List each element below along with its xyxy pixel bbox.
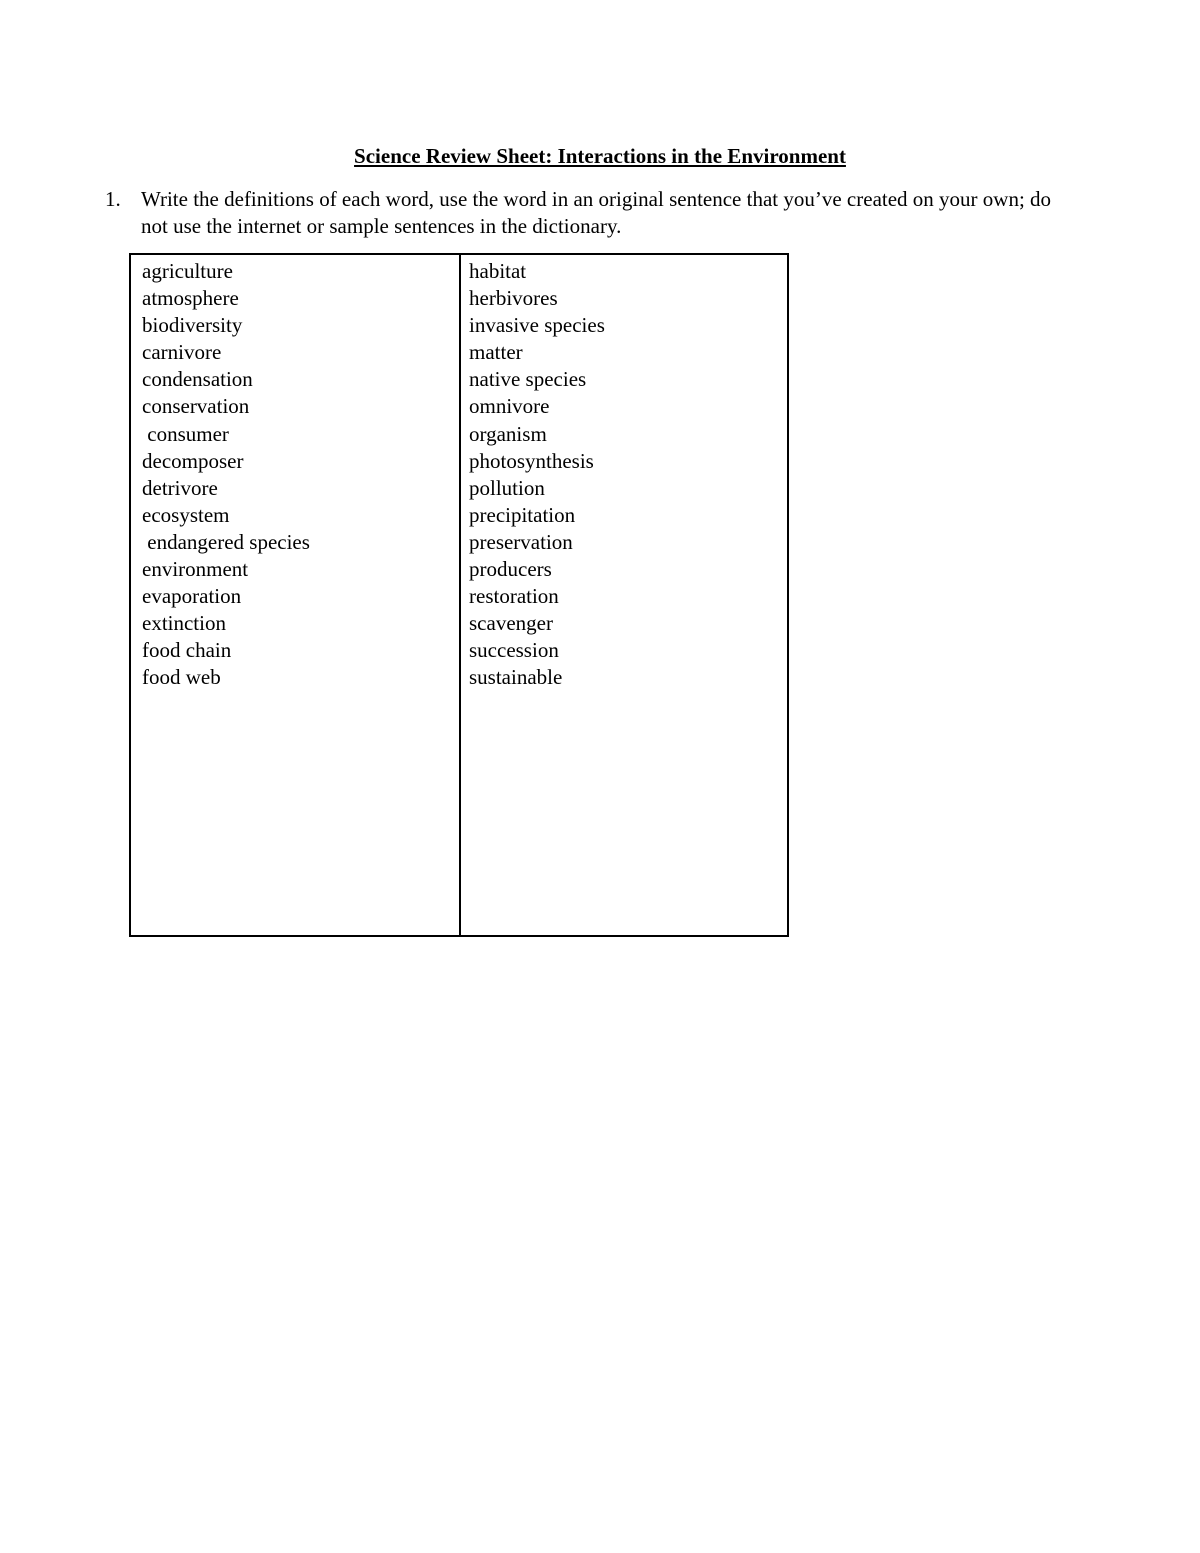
vocabulary-word: pollution [469,475,545,500]
vocabulary-word: native species [469,367,587,392]
vocabulary-word: herbivores [469,286,558,311]
vocabulary-word: evaporation [142,584,242,609]
vocabulary-word: food chain [142,638,232,663]
vocabulary-word: endangered species [142,529,310,554]
vocabulary-word: habitat [469,259,527,283]
vocabulary-word: preservation [469,529,573,554]
vocabulary-word: precipitation [469,502,576,527]
vocabulary-word: restoration [469,584,559,609]
vocabulary-word: succession [469,638,559,663]
vocabulary-word: omnivore [469,394,550,419]
vocabulary-word: photosynthesis [469,448,594,473]
vocabulary-word: biodiversity [142,313,243,338]
question-text: Write the definitions of each word, use the word in an original sentence that you’ve created on your own; do not use the internet or sample sentences in the dictionary. [141,187,1052,238]
vocabulary-word: carnivore [142,340,222,365]
vocabulary-word: producers [469,557,552,582]
vocabulary-word: decomposer [142,448,244,473]
vocabulary-word: matter [469,340,523,365]
vocabulary-word: detrivore [142,475,218,500]
vocabulary-word: sustainable [469,665,563,690]
question-number: 1. [105,187,121,211]
vocabulary-word: organism [469,421,547,446]
vocabulary-word: agriculture [142,259,233,283]
vocabulary-word: extinction [142,611,226,636]
vocabulary-word: food web [142,665,221,690]
document-title: Science Review Sheet: Interactions in the Environment [354,144,846,168]
vocabulary-column-right [461,255,787,935]
vocabulary-word: condensation [142,367,253,392]
vocabulary-word: invasive species [469,313,605,338]
vocabulary-word: environment [142,557,249,582]
question-1 [105,186,1065,240]
vocabulary-word: atmosphere [142,286,239,311]
vocabulary-word: conservation [142,394,250,419]
vocabulary-word: scavenger [469,611,553,636]
vocabulary-word: consumer [142,421,229,446]
vocabulary-word: ecosystem [142,502,230,527]
vocabulary-table [129,253,789,937]
vocabulary-column-left [131,255,461,935]
